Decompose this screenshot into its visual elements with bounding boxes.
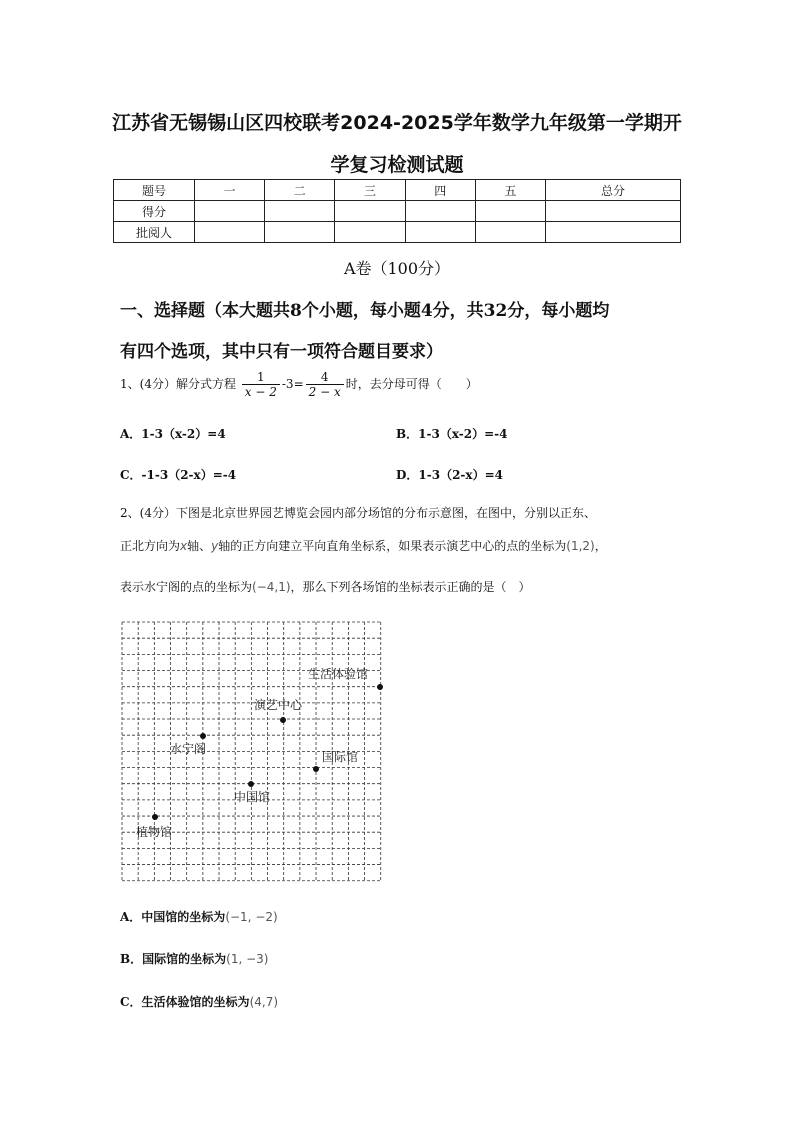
row-label: 得分 [114, 201, 195, 222]
map-dot-shenghuo [377, 684, 383, 690]
score-cell[interactable] [335, 222, 405, 243]
score-cell[interactable] [546, 201, 681, 222]
answer-a-coord: (−1, −2) [225, 910, 278, 924]
map-label-shenghuo: 生活体验馆 [308, 667, 369, 681]
score-cell[interactable] [475, 222, 545, 243]
question-1 [120, 370, 478, 399]
table-header-cell: 三 [335, 180, 405, 201]
table-header-cell: 一 [195, 180, 265, 201]
score-cell[interactable] [195, 222, 265, 243]
table-row [114, 222, 681, 243]
score-cell[interactable] [265, 222, 335, 243]
answer-b-text: B．国际馆的坐标为 [120, 952, 227, 966]
score-cell[interactable] [405, 222, 475, 243]
q1-suffix: 时，去分母可得（ ） [345, 377, 478, 391]
fraction-1 [242, 370, 280, 399]
answer-a-text: A．中国馆的坐标为 [120, 910, 226, 924]
score-table-header-row [114, 180, 681, 201]
answer-c-text: C．生活体验馆的坐标为 [120, 995, 250, 1009]
question-2-line2 [120, 537, 607, 554]
score-table [113, 179, 681, 243]
exam-title-line2: 学复习检测试题 [330, 154, 464, 176]
map-label-guoji: 国际馆 [322, 750, 359, 764]
section-a-title: A卷（100分） [343, 259, 451, 278]
table-row [114, 201, 681, 222]
map-point-shuining [170, 733, 206, 756]
question-2-line3 [120, 578, 531, 595]
table-header-cell: 五 [475, 180, 545, 201]
section-heading-line2: 有四个选项，其中只有一项符合题目要求） [120, 342, 443, 362]
q2-line3-b: ，那么下列各场馆的坐标表示正确的是（ ） [290, 580, 531, 594]
venue-map-figure [110, 612, 400, 896]
map-label-zhiwu: 植物馆 [136, 825, 173, 839]
q2-line2-b: 轴、 [187, 539, 212, 553]
q2-line2-d: ， [594, 539, 607, 553]
map-point-zhongguo [234, 781, 270, 804]
score-cell[interactable] [265, 201, 335, 222]
q2-line2-c: 轴的正方向建立平向直角坐标系，如果表示演艺中心的点的坐标为 [218, 539, 567, 553]
q1-middle: -3= [281, 377, 304, 391]
answer-a[interactable] [120, 908, 278, 925]
answer-b[interactable] [120, 950, 268, 967]
map-dot-shuining [200, 733, 206, 739]
map-label-zhongguo: 中国馆 [234, 790, 271, 804]
score-cell[interactable] [405, 201, 475, 222]
map-dot-zhongguo [248, 781, 254, 787]
score-cell[interactable] [195, 201, 265, 222]
answer-b-coord: (1, −3) [226, 952, 269, 966]
q1-prefix: 1、(4分）解分式方程 [120, 377, 236, 391]
map-dot-yanyi [280, 717, 286, 723]
score-cell[interactable] [475, 201, 545, 222]
question-2-line1: 2、(4分）下图是北京世界园艺博览会园内部分场馆的分布示意图，在图中，分别以正东、 [120, 506, 596, 520]
q2-line2-a: 正北方向为 [120, 539, 181, 553]
table-header-cell: 二 [265, 180, 335, 201]
fraction-2-denominator: 2 − x [308, 385, 341, 399]
table-header-cell: 总分 [546, 180, 681, 201]
coord-yanyi: (1,2) [566, 539, 595, 553]
fraction-1-numerator: 1 [242, 370, 280, 385]
map-point-zhiwu [136, 814, 172, 839]
table-header-cell: 四 [405, 180, 475, 201]
map-label-yanyi: 演艺中心 [254, 698, 303, 712]
option-b[interactable]: B．1-3（x-2）=-4 [396, 427, 508, 441]
map-label-shuining: 水宁阁 [170, 742, 207, 756]
section-heading-line1: 一、选择题（本大题共8个小题，每小题4分，共32分，每小题均 [120, 301, 610, 321]
table-header-cell: 题号 [114, 180, 195, 201]
map-point-guoji [313, 749, 358, 772]
row-label: 批阅人 [114, 222, 195, 243]
answer-c-coord: (4,7) [249, 995, 279, 1009]
map-dot-zhiwu [152, 814, 158, 820]
option-d[interactable]: D．1-3（2-x）=4 [396, 468, 503, 482]
map-dot-guoji [313, 766, 319, 772]
exam-title-line1: 江苏省无锡锡山区四校联考2024-2025学年数学九年级第一学期开 [112, 112, 682, 134]
option-c[interactable]: C．-1-3（2-x）=-4 [120, 468, 237, 482]
fraction-2 [306, 370, 344, 399]
y-axis-symbol: y [211, 539, 219, 553]
score-cell[interactable] [546, 222, 681, 243]
answer-c[interactable] [120, 993, 278, 1010]
score-cell[interactable] [335, 201, 405, 222]
fraction-1-denominator: x − 2 [244, 385, 277, 399]
q2-line3-a: 表示水宁阁的点的坐标为 [120, 580, 253, 594]
x-axis-symbol: x [180, 539, 188, 553]
fraction-2-numerator: 4 [306, 370, 344, 385]
coord-shuining: (−4,1) [252, 580, 291, 594]
option-a[interactable]: A．1-3（x-2）=4 [120, 427, 226, 441]
